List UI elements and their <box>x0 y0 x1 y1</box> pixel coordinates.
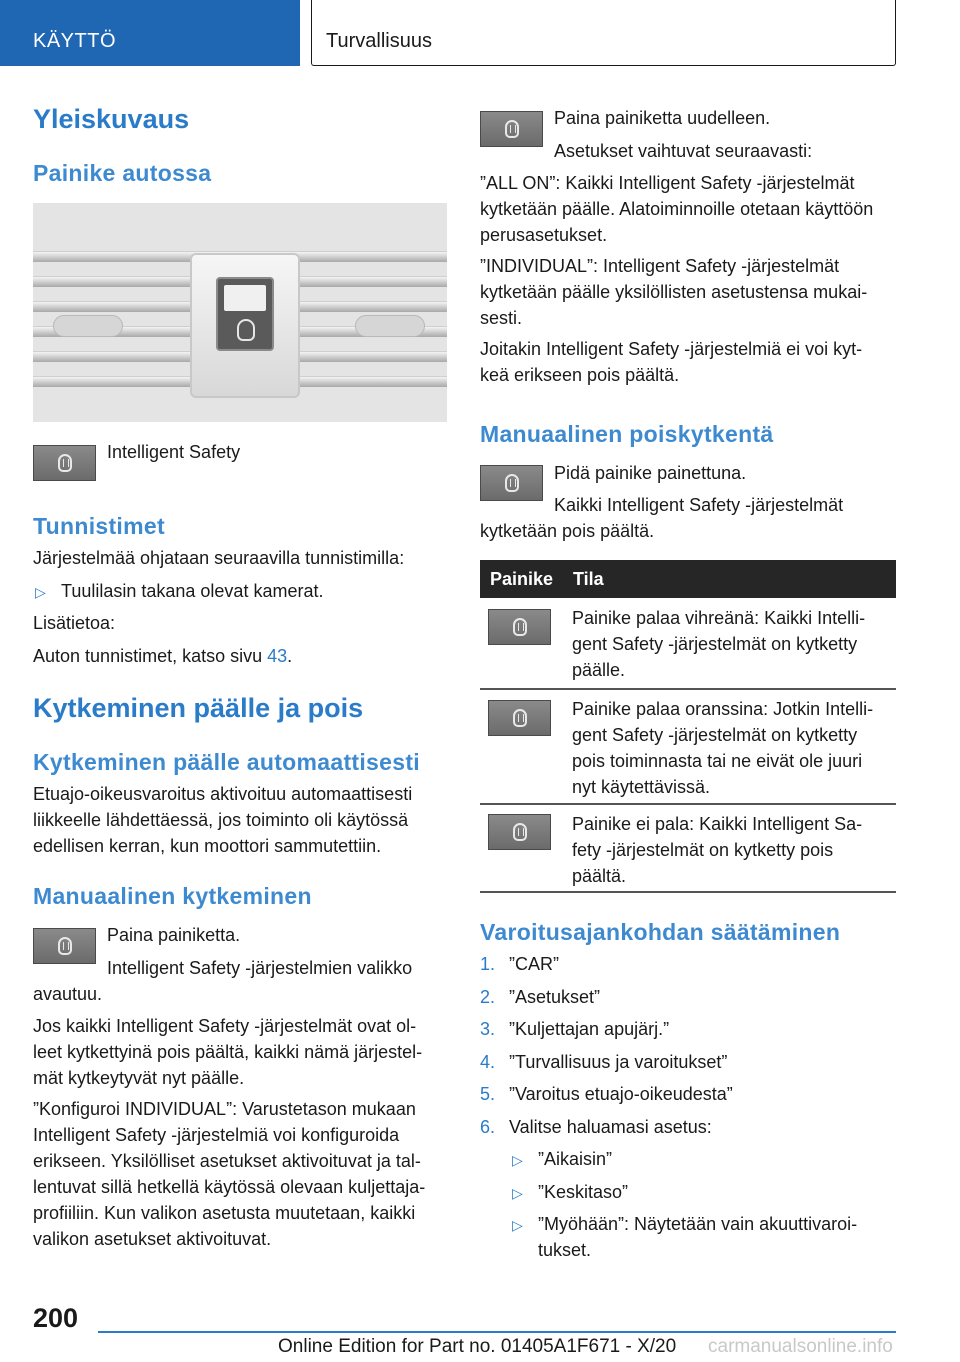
table-row-divider <box>480 688 896 690</box>
option-medium: ”Keskitaso” <box>538 1182 629 1202</box>
individual-2: kytketään päälle yksilöllisten asetustensa mukai- <box>480 282 868 302</box>
intelligent-safety-button-icon <box>33 445 96 481</box>
orange-button-icon <box>488 700 551 736</box>
step-text: ”CAR” <box>509 954 559 974</box>
green-button-icon <box>488 609 551 645</box>
table-col-state: Tila <box>573 569 604 589</box>
step-number: 3. <box>480 1019 496 1039</box>
step-number: 5. <box>480 1084 496 1104</box>
step-text: Valitse haluamasi asetus: <box>509 1117 712 1137</box>
intelligent-safety-button-icon <box>480 465 543 501</box>
manual-menu-1: Intelligent Safety -järjestelmien valikko <box>107 958 413 978</box>
all-on-2: kytketään päälle. Alatoiminnoille otetaan käyttöön <box>480 199 874 219</box>
footer-rule <box>98 1331 896 1333</box>
off-2: kytketään pois päältä. <box>480 521 655 541</box>
on-off-heading: Kytkeminen päälle ja pois <box>33 693 364 723</box>
all-on-3: perusasetukset. <box>480 225 608 245</box>
list-triangle-icon: ▷ <box>512 1152 523 1168</box>
manual-b-3: erikseen. Yksilölliset asetukset aktivoituvat ja tal- <box>33 1151 421 1171</box>
settings-change: Asetukset vaihtuvat seuraavasti: <box>554 141 813 161</box>
step-text: ”Kuljettajan apujärj.” <box>509 1019 670 1039</box>
edition-text: Online Edition for Part no. 01405A1F671 - X/20 <box>278 1336 677 1357</box>
header-section-label: KÄYTTÖ <box>33 30 117 52</box>
row3-line3: päältä. <box>572 866 627 886</box>
sensors-intro: Järjestelmää ohjataan seuraavilla tunnistimilla: <box>33 548 405 568</box>
some-systems-2: keä erikseen pois päältä. <box>480 365 680 385</box>
header-section-tab <box>0 0 300 66</box>
safety-icon <box>237 319 255 341</box>
vent-button-photo <box>33 203 447 422</box>
manual-b-2: Intelligent Safety -järjestelmiä voi konfiguroida <box>33 1125 400 1145</box>
table-row-divider <box>480 803 896 805</box>
hold-button: Pidä painike painettuna. <box>554 463 747 483</box>
individual-1: ”INDIVIDUAL”: Intelligent Safety -järjestelmät <box>480 256 840 276</box>
individual-3: sesti. <box>480 308 523 328</box>
manual-a-1: Jos kaikki Intelligent Safety -järjestelmät ovat ol- <box>33 1016 417 1036</box>
manual-menu-2: avautuu. <box>33 984 103 1004</box>
list-triangle-icon: ▷ <box>35 584 46 600</box>
more-info-label: Lisätietoa: <box>33 613 116 633</box>
row2-line3: pois toiminnasta tai ne eivät ole juuri <box>572 751 863 771</box>
table-col-button: Painike <box>490 569 554 589</box>
row3-line2: fety -järjestelmät on kytketty pois <box>572 840 834 860</box>
watermark: carmanualsonline.info <box>708 1336 893 1357</box>
timing-heading: Varoitusajankohdan säätäminen <box>480 919 841 945</box>
list-triangle-icon: ▷ <box>512 1185 523 1201</box>
more-info-line: Auton tunnistimet, katso sivu 43. <box>33 646 293 666</box>
auto-line-3: edellisen kerran, kun moottori sammutettiin. <box>33 836 382 856</box>
manual-b-5: profiiliin. Kun valikon asetusta muutetaan, kaikki <box>33 1203 416 1223</box>
step-number: 2. <box>480 987 496 1007</box>
row2-line4: nyt käytettävissä. <box>572 777 711 797</box>
table-bottom-rule <box>480 891 896 893</box>
step-text: ”Asetukset” <box>509 987 601 1007</box>
button-in-car-heading: Painike autossa <box>33 160 212 186</box>
step-text: ”Turvallisuus ja varoitukset” <box>509 1052 728 1072</box>
manual-press: Paina painiketta. <box>107 925 241 945</box>
row3-line1: Painike ei pala: Kaikki Intelligent Sa- <box>572 814 863 834</box>
off-button-icon <box>488 814 551 850</box>
auto-line-1: Etuajo-oikeusvaroitus aktivoituu automaattisesti <box>33 784 413 804</box>
auto-on-heading: Kytkeminen päälle automaattisesti <box>33 749 420 775</box>
step-text: ”Varoitus etuajo-oikeudesta” <box>509 1084 733 1104</box>
manual-on-heading: Manuaalinen kytkeminen <box>33 883 312 909</box>
sensors-item: Tuulilasin takana olevat kamerat. <box>61 581 324 601</box>
option-early: ”Aikaisin” <box>538 1149 613 1169</box>
overview-heading: Yleiskuvaus <box>33 104 190 134</box>
some-systems-1: Joitakin Intelligent Safety -järjestelmiä ei voi kyt- <box>480 339 863 359</box>
row1-line3: päälle. <box>572 660 626 680</box>
row2-line1: Painike palaa oranssina: Jotkin Intelli- <box>572 699 874 719</box>
manual-a-2: leet kytkettyinä pois päältä, kaikki nämä järjestel- <box>33 1042 423 1062</box>
auto-line-2: liikkeelle lähdettäessä, jos toiminto oli käytössä <box>33 810 409 830</box>
page-number: 200 <box>33 1303 79 1333</box>
button-caption: Intelligent Safety <box>107 442 241 462</box>
manual-b-1: ”Konfiguroi INDIVIDUAL”: Varustetason mukaan <box>33 1099 416 1119</box>
manual-b-4: lentuvat sillä hetkellä käytössä olevaan kuljettaja- <box>33 1177 426 1197</box>
manual-off-heading: Manuaalinen poiskytkentä <box>480 421 774 447</box>
option-late: ”Myöhään”: Näytetään vain akuuttivaroi- <box>538 1214 858 1234</box>
row2-line2: gent Safety -järjestelmät on kytketty <box>572 725 858 745</box>
page-link[interactable]: 43 <box>267 646 288 666</box>
header-topic-box <box>311 0 896 66</box>
press-again: Paina painiketta uudelleen. <box>554 108 771 128</box>
step-number: 4. <box>480 1052 496 1072</box>
step-number: 1. <box>480 954 496 974</box>
sensors-heading: Tunnistimet <box>33 513 165 539</box>
all-on-1: ”ALL ON”: Kaikki Intelligent Safety -järjestelmät <box>480 173 855 193</box>
intelligent-safety-button-icon <box>33 928 96 964</box>
status-table-header <box>480 560 896 598</box>
option-late-cont: tukset. <box>538 1240 592 1260</box>
off-1: Kaikki Intelligent Safety -järjestelmät <box>554 495 844 515</box>
row1-line1: Painike palaa vihreänä: Kaikki Intelli- <box>572 608 866 628</box>
manual-a-3: mät kytkeytyvät nyt päälle. <box>33 1068 245 1088</box>
manual-b-6: valikon asetukset aktivoituvat. <box>33 1229 272 1249</box>
step-number: 6. <box>480 1117 496 1137</box>
header-topic-label: Turvallisuus <box>326 30 432 52</box>
row1-line2: gent Safety -järjestelmät on kytketty <box>572 634 858 654</box>
intelligent-safety-button-icon <box>480 111 543 147</box>
list-triangle-icon: ▷ <box>512 1217 523 1233</box>
